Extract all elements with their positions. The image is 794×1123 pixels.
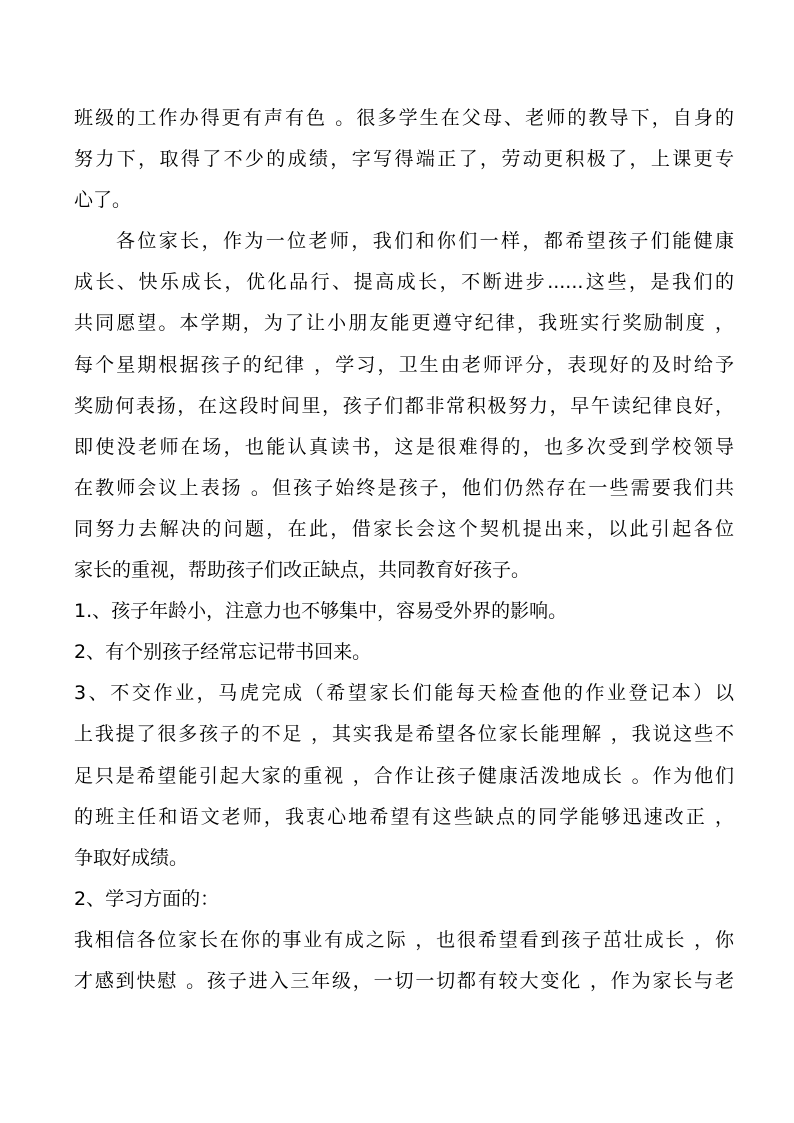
text-line: 家长的重视，帮助孩子们改正缺点，共同教育好孩子。 — [74, 559, 531, 582]
text-line: 才感到快慰 。孩子进入三年级，一切一切都有较大变化 ，作为家长与老 — [74, 969, 734, 992]
text-line: 各位家长，作为一位老师，我们和你们一样，都希望孩子们能健康 — [116, 230, 734, 253]
text-line: 的班主任和语文老师，我衷心地希望有这些缺点的同学能够迅速改正 ， — [74, 805, 734, 828]
text-line: 每个星期根据孩子的纪律 ，学习，卫生由老师评分，表现好的及时给予 — [74, 353, 734, 376]
text-line: 成长、快乐成长，优化品行、提高成长，不断进步......这些，是我们的 — [74, 271, 734, 294]
document-body — [74, 98, 734, 1002]
text-line: 上我提了很多孩子的不足 ，其实我是希望各位家长能理解 ，我说这些不 — [74, 723, 734, 746]
list-item: 3、不交作业，马虎完成（希望家长们能每天检查他的作业登记本）以 — [74, 682, 734, 705]
text-line: 班级的工作办得更有声有色 。很多学生在父母、老师的教导下，自身的 — [74, 107, 734, 129]
text-line: 足只是希望能引起大家的重视 ，合作让孩子健康活泼地成长 。作为他们 — [74, 764, 734, 787]
text-line: 共同愿望。本学期，为了让小朋友能更遵守纪律，我班实行奖励制度 ， — [74, 312, 734, 335]
text-line: 努力下，取得了不少的成绩，字写得端正了，劳动更积极了，上课更专 — [74, 148, 734, 171]
text-line: 同努力去解决的问题，在此，借家长会这个契机提出来，以此引起各位 — [74, 517, 734, 540]
list-item: 1.、孩子年龄小，注意力也不够集中，容易受外界的影响。 — [74, 600, 568, 623]
text-line: 争取好成绩。 — [74, 846, 189, 869]
list-item: 2、有个别孩子经常忘记带书回来。 — [74, 641, 372, 664]
section-heading: 2、学习方面的： — [74, 887, 220, 910]
text-line: 心了。 — [74, 189, 132, 212]
text-line: 在教师会议上表扬 。但孩子始终是孩子，他们仍然存在一些需要我们共 — [74, 476, 734, 499]
text-line: 奖励何表扬，在这段时间里，孩子们都非常积极努力，早午读纪律良好， — [74, 394, 734, 417]
text-line: 我相信各位家长在你的事业有成之际 ，也很希望看到孩子茁壮成长 ，你 — [74, 928, 734, 951]
text-line: 即使没老师在场，也能认真读书，这是很难得的，也多次受到学校领导 — [74, 435, 734, 458]
